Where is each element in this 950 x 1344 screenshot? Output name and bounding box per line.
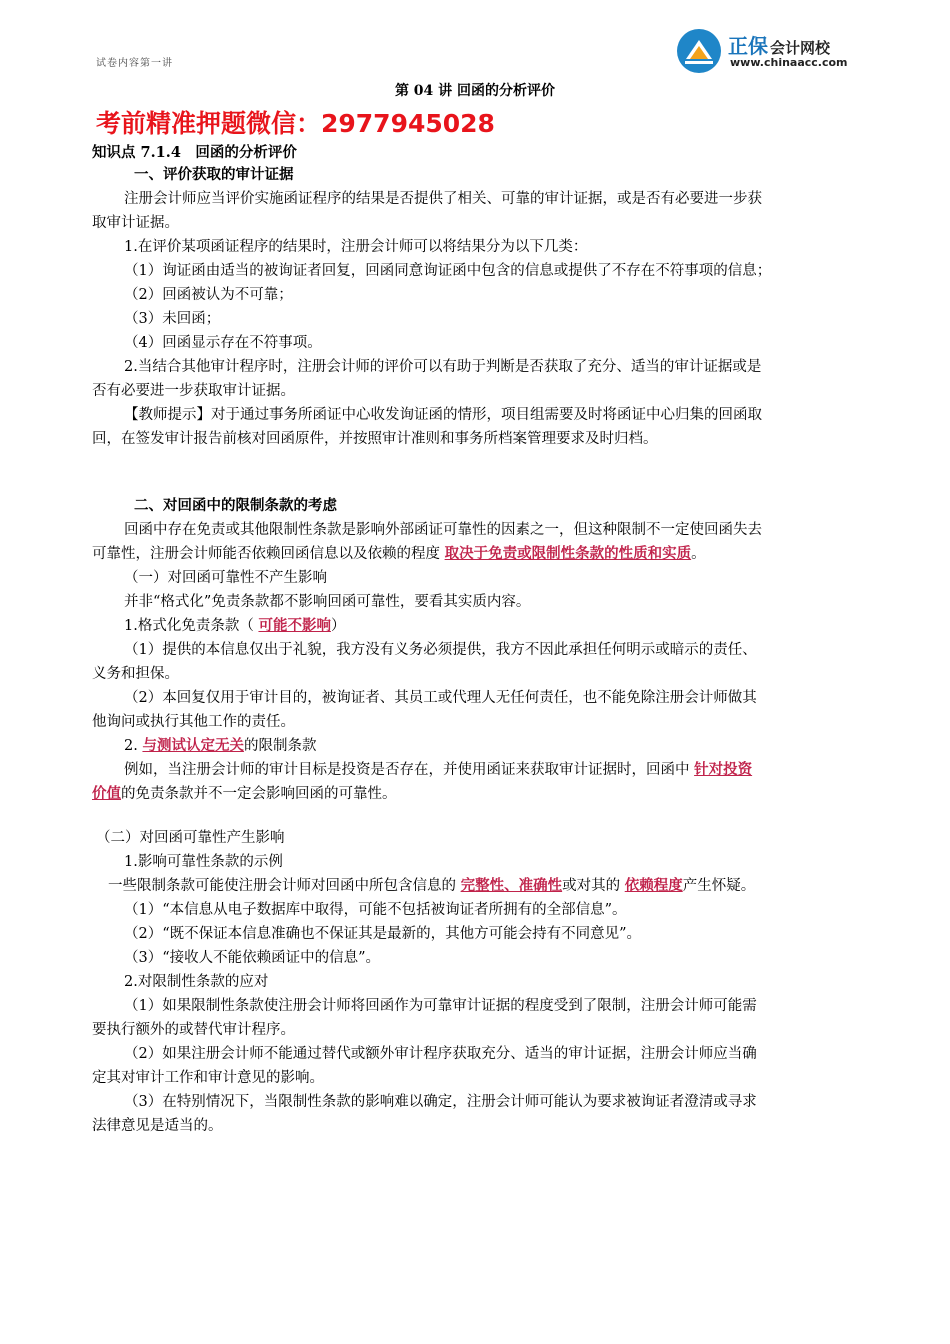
promo-banner: 考前精准押题微信：2977945028 <box>96 109 495 138</box>
subsection-heading: （二）对回函可靠性产生影响 <box>96 830 285 846</box>
paragraph-line: 1.在评价某项函证程序的结果时，注册会计师可以将结果分为以下几类： <box>124 239 588 255</box>
paragraph-line: （4）回函显示存在不符事项。 <box>124 335 322 351</box>
paragraph-line: （2）回函被认为不可靠； <box>124 287 293 303</box>
teacher-tip-line: 回，在签发审计报告前核对回函原件，并按照审计准则和事务所档案管理要求及时归档。 <box>92 431 658 447</box>
paragraph-line: 取审计证据。 <box>92 215 179 231</box>
paragraph-line: （2）本回复仅用于审计目的，被询证者、其员工或代理人无任何责任，也不能免除注册会计师做其 <box>124 690 757 706</box>
paragraph-line: （1）提供的本信息仅出于礼貌，我方没有义务必须提供，我方不因此承担任何明示或暗示的责任、 <box>124 642 757 658</box>
paragraph-line: （2）“既不保证本信息准确也不保证其是最新的，其他方可能会持有不同意见”。 <box>124 926 642 942</box>
paragraph-line: 例如，当注册会计师的审计目标是投资是否存在，并使用函证来获取审计证据时，回函中 针对投资 <box>124 761 753 778</box>
paragraph-line: （1）询证函由适当的被询证者回复，回函同意询证函中包含的信息或提供了不存在不符事项的信息； <box>124 263 772 279</box>
paragraph-line: 2.对限制性条款的应对 <box>124 974 269 990</box>
highlight-text: 价值 <box>92 785 121 802</box>
paragraph-line: 1.影响可靠性条款的示例 <box>124 854 283 870</box>
teacher-tip-line: 【教师提示】对于通过事务所函证中心收发询证函的情形，项目组需要及时将函证中心归集的回函取 <box>124 407 762 423</box>
paragraph-line: 2.当结合其他审计程序时，注册会计师的评价可以有助于判断是否获取了充分、适当的审计证据或是 <box>124 359 762 375</box>
brand-logo <box>676 26 876 76</box>
paragraph-line: 价值的免责条款并不一定会影响回函的可靠性。 <box>92 785 397 802</box>
paragraph-line: （2）如果注册会计师不能通过替代或额外审计程序获取充分、适当的审计证据，注册会计师应当确 <box>124 1046 757 1062</box>
paragraph-line: 法律意见是适当的。 <box>92 1118 223 1134</box>
paragraph-line: 一些限制条款可能使注册会计师对回函中所包含信息的 完整性、准确性或对其的 依赖程度产生怀疑。 <box>108 877 756 894</box>
paragraph-line: （3）“接收人不能依赖函证中的信息”。 <box>124 950 381 966</box>
highlight-text: 依赖程度 <box>624 877 683 894</box>
paragraph-line: 并非“格式化”免责条款都不影响回函可靠性，要看其实质内容。 <box>124 594 531 610</box>
highlight-text: 可能不影响 <box>258 617 331 634</box>
highlight-text: 与测试认定无关 <box>142 737 244 754</box>
paragraph-line: 1.格式化免责条款（ 可能不影响） <box>124 617 346 634</box>
paragraph-line: 2. 与测试认定无关的限制条款 <box>124 737 317 754</box>
logo-text: 正保 会计网校 <box>728 34 831 58</box>
paragraph-line: （1）如果限制性条款使注册会计师将回函作为可靠审计证据的程度受到了限制，注册会计师可能需 <box>124 998 757 1014</box>
paragraph-line: （3）未回函； <box>124 311 221 327</box>
paragraph-line: 要执行额外的或替代审计程序。 <box>92 1022 295 1038</box>
logo-url: www.chinaacc.com <box>730 56 848 69</box>
paragraph-line: （3）在特别情况下，当限制性条款的影响难以确定，注册会计师可能认为要求被询证者澄清或寻求 <box>124 1094 757 1110</box>
knowledge-point-title: 知识点 7.1.4 回函的分析评价 <box>92 144 297 161</box>
paragraph-line: 义务和担保。 <box>92 666 179 682</box>
paragraph-line: 他询问或执行其他工作的责任。 <box>92 714 295 730</box>
paragraph-line: 否有必要进一步获取审计证据。 <box>92 383 295 399</box>
logo-book-icon <box>676 28 722 74</box>
highlight-text: 取决于免责或限制性条款的性质和实质 <box>444 545 692 562</box>
section-heading: 二、对回函中的限制条款的考虑 <box>134 497 337 514</box>
paragraph-line: 定其对审计工作和审计意见的影响。 <box>92 1070 324 1086</box>
section-heading: 一、评价获取的审计证据 <box>134 166 294 183</box>
paragraph-line: 注册会计师应当评价实施函证程序的结果是否提供了相关、可靠的审计证据，或是否有必要进一步获 <box>124 191 762 207</box>
paragraph-line: 回函中存在免责或其他限制性条款是影响外部函证可靠性的因素之一，但这种限制不一定使回函失去 <box>124 522 762 538</box>
highlight-text: 针对投资 <box>694 761 753 778</box>
paragraph-line: （1）“本信息从电子数据库中取得，可能不包括被询证者所拥有的全部信息”。 <box>124 902 627 918</box>
header-note: 试卷内容第一讲 <box>96 58 173 69</box>
highlight-text: 完整性、准确性 <box>460 877 563 894</box>
paragraph-line: 可靠性，注册会计师能否依赖回函信息以及依赖的程度 取决于免责或限制性条款的性质和实质。 <box>92 545 706 562</box>
subsection-heading: （一）对回函可靠性不产生影响 <box>124 570 327 586</box>
lecture-title: 第 04 讲 回函的分析评价 <box>394 83 556 99</box>
